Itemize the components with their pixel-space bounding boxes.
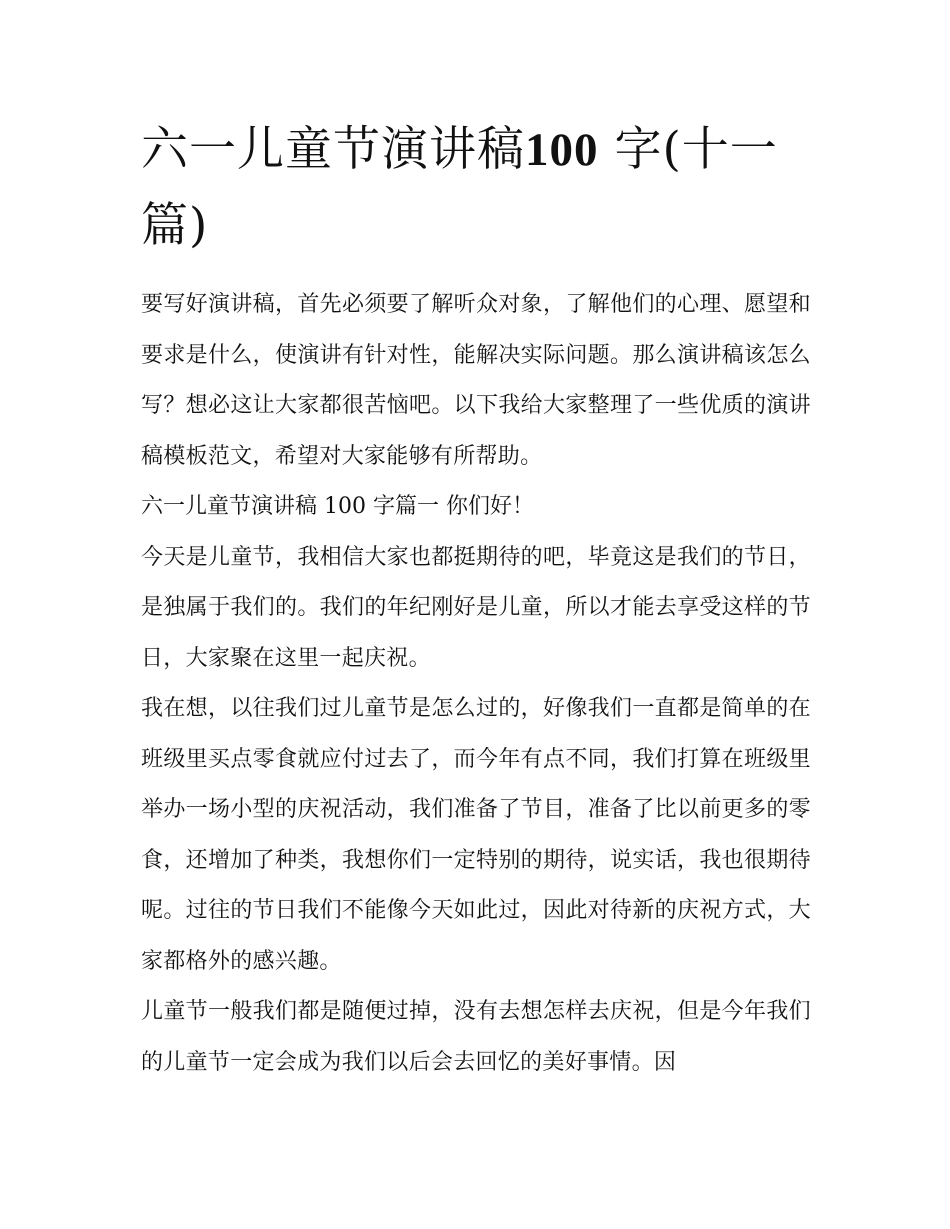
title-text-part3: 字(十一篇): [141, 122, 778, 253]
body-paragraph: 儿童节一般我们都是随便过掉，没有去想怎样去庆祝，但是今年我们的儿童节一定会成为我们以后会去回忆的美好事情。因: [141, 999, 811, 1075]
document-page: [141, 112, 811, 1088]
section-heading: 六一儿童节演讲稿 100 字篇一 你们好！: [141, 494, 534, 519]
title-text-part1: 六一儿童节演讲稿: [141, 122, 525, 177]
body-paragraph: 今天是儿童节，我相信大家也都挺期待的吧，毕竟这是我们的节日，是独属于我们的。我们的年纪刚好是儿童，所以才能去享受这样的节日，大家聚在这里一起庆祝。: [141, 544, 811, 671]
body-paragraph: 我在想，以往我们过儿童节是怎么过的，好像我们一直都是简单的在班级里买点零食就应付过去了，而今年有点不同，我们打算在班级里举办一场小型的庆祝活动，我们准备了节目，准备了比以前更多的零食，还增加了种类，我想你们一定特别的期待，说实话，我也很期待呢。过往的节日我们不能像今天如此过，因此对待新的庆祝方式，大家都格外的感兴趣。: [141, 696, 811, 974]
intro-paragraph: 要写好演讲稿，首先必须要了解听众对象，了解他们的心理、愿望和要求是什么，使演讲有针对性，能解决实际问题。那么演讲稿该怎么写？想必这让大家都很苦恼吧。以下我给大家整理了一些优质的演讲稿模板范文，希望对大家能够有所帮助。: [141, 292, 811, 469]
title-number: 100: [525, 124, 599, 176]
document-title: [141, 112, 811, 264]
